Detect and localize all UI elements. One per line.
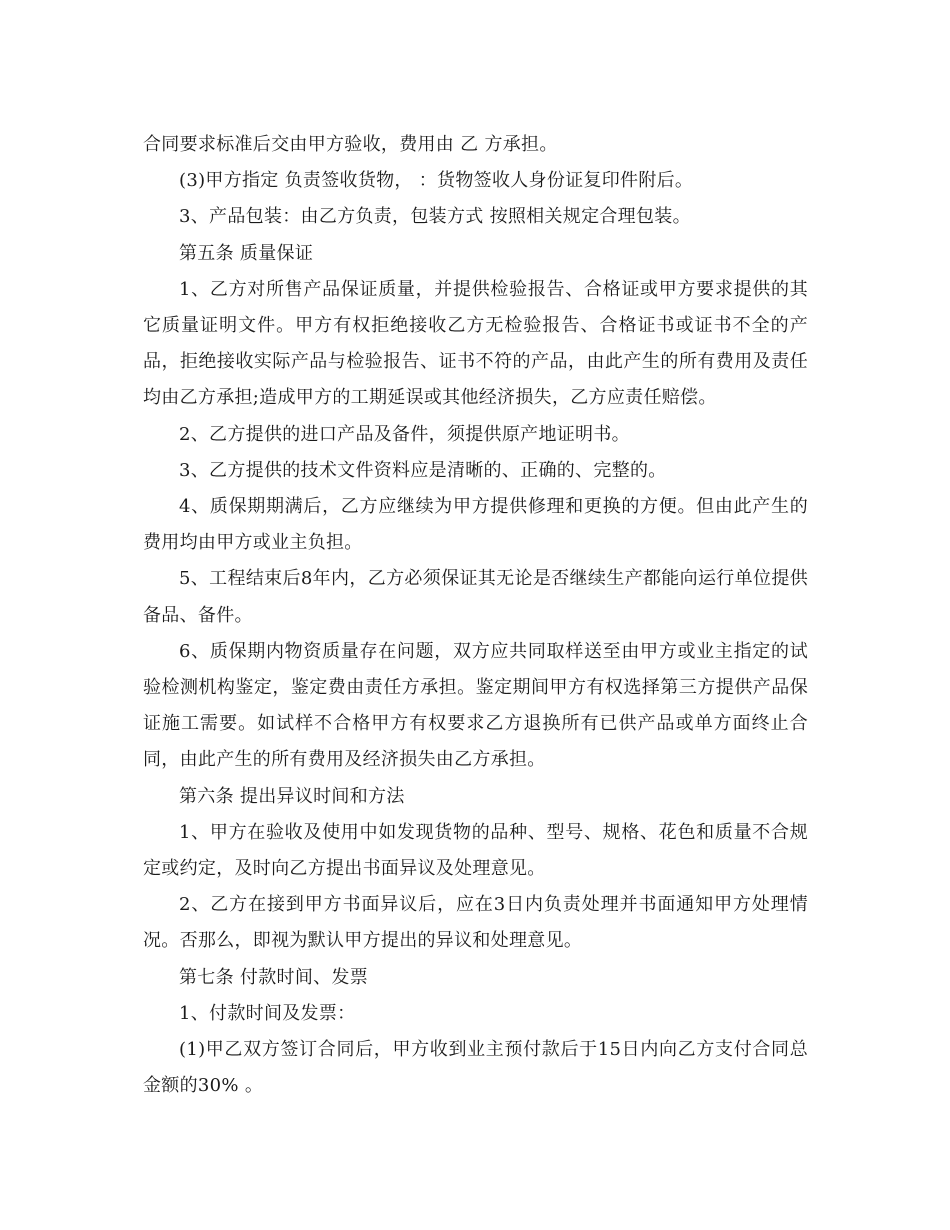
- paragraph-quality-5: 5、工程结束后8年内，乙方必须保证其无论是否继续生产都能向运行单位提供备品、备件。: [143, 568, 808, 626]
- section-heading-article-5: 第五条 质量保证: [179, 242, 314, 264]
- paragraph-quality-2: 2、乙方提供的进口产品及备件，须提供原产地证明书。: [179, 423, 630, 445]
- section-heading-article-7: 第七条 付款时间、发票: [179, 966, 369, 988]
- paragraph-payment-1-1: (1)甲乙双方签订合同后，甲方收到业主预付款后于15日内向乙方支付合同总金额的30% 。: [143, 1039, 808, 1097]
- section-heading-article-6: 第六条 提出异议时间和方法: [179, 785, 405, 807]
- paragraph-quality-3: 3、乙方提供的技术文件资料应是清晰的、正确的、完整的。: [179, 459, 667, 481]
- paragraph-objection-1: 1、甲方在验收及使用中如发现货物的品种、型号、规格、花色和质量不合规定或约定，及时向乙方提出书面异议及处理意见。: [143, 821, 808, 880]
- paragraph-payment-1: 1、付款时间及发票：: [179, 1002, 356, 1024]
- document-body: [143, 127, 808, 1104]
- paragraph-continuation: 合同要求标准后交由甲方验收，费用由 乙 方承担。: [143, 134, 558, 155]
- paragraph-item-3-receiver: (3)甲方指定 负责签收货物， ：货物签收人身份证复印件附后。: [179, 170, 694, 192]
- paragraph-objection-2: 2、乙方在接到甲方书面异议后，应在3日内负责处理并书面通知甲方处理情况。否那么，即视为默认甲方提出的异议和处理意见。: [143, 894, 808, 952]
- paragraph-quality-1: 1、乙方对所售产品保证质量，并提供检验报告、合格证或甲方要求提供的其它质量证明文件。甲方有权拒绝接收乙方无检验报告、合格证书或证书不全的产品，拒绝接收实际产品与检验报告、证书不符的产品，由此产生的所有费用及责任均由乙方承担;造成甲方的工期延误或其他经济损失，乙方应责任赔偿。: [143, 278, 808, 409]
- paragraph-quality-4: 4、质保期期满后，乙方应继续为甲方提供修理和更换的方便。但由此产生的费用均由甲方或业主负担。: [143, 496, 808, 554]
- paragraph-quality-6: 6、质保期内物资质量存在问题，双方应共同取样送至由甲方或业主指定的试验检测机构鉴定，鉴定费由责任方承担。鉴定期间甲方有权选择第三方提供产品保证施工需要。如试样不合格甲方有权要求乙方退换所有已供产品或单方面终止合同，由此产生的所有费用及经济损失由乙方承担。: [143, 640, 808, 771]
- paragraph-product-packaging: 3、产品包装：由乙方负责，包装方式 按照相关规定合理包装。: [179, 206, 691, 228]
